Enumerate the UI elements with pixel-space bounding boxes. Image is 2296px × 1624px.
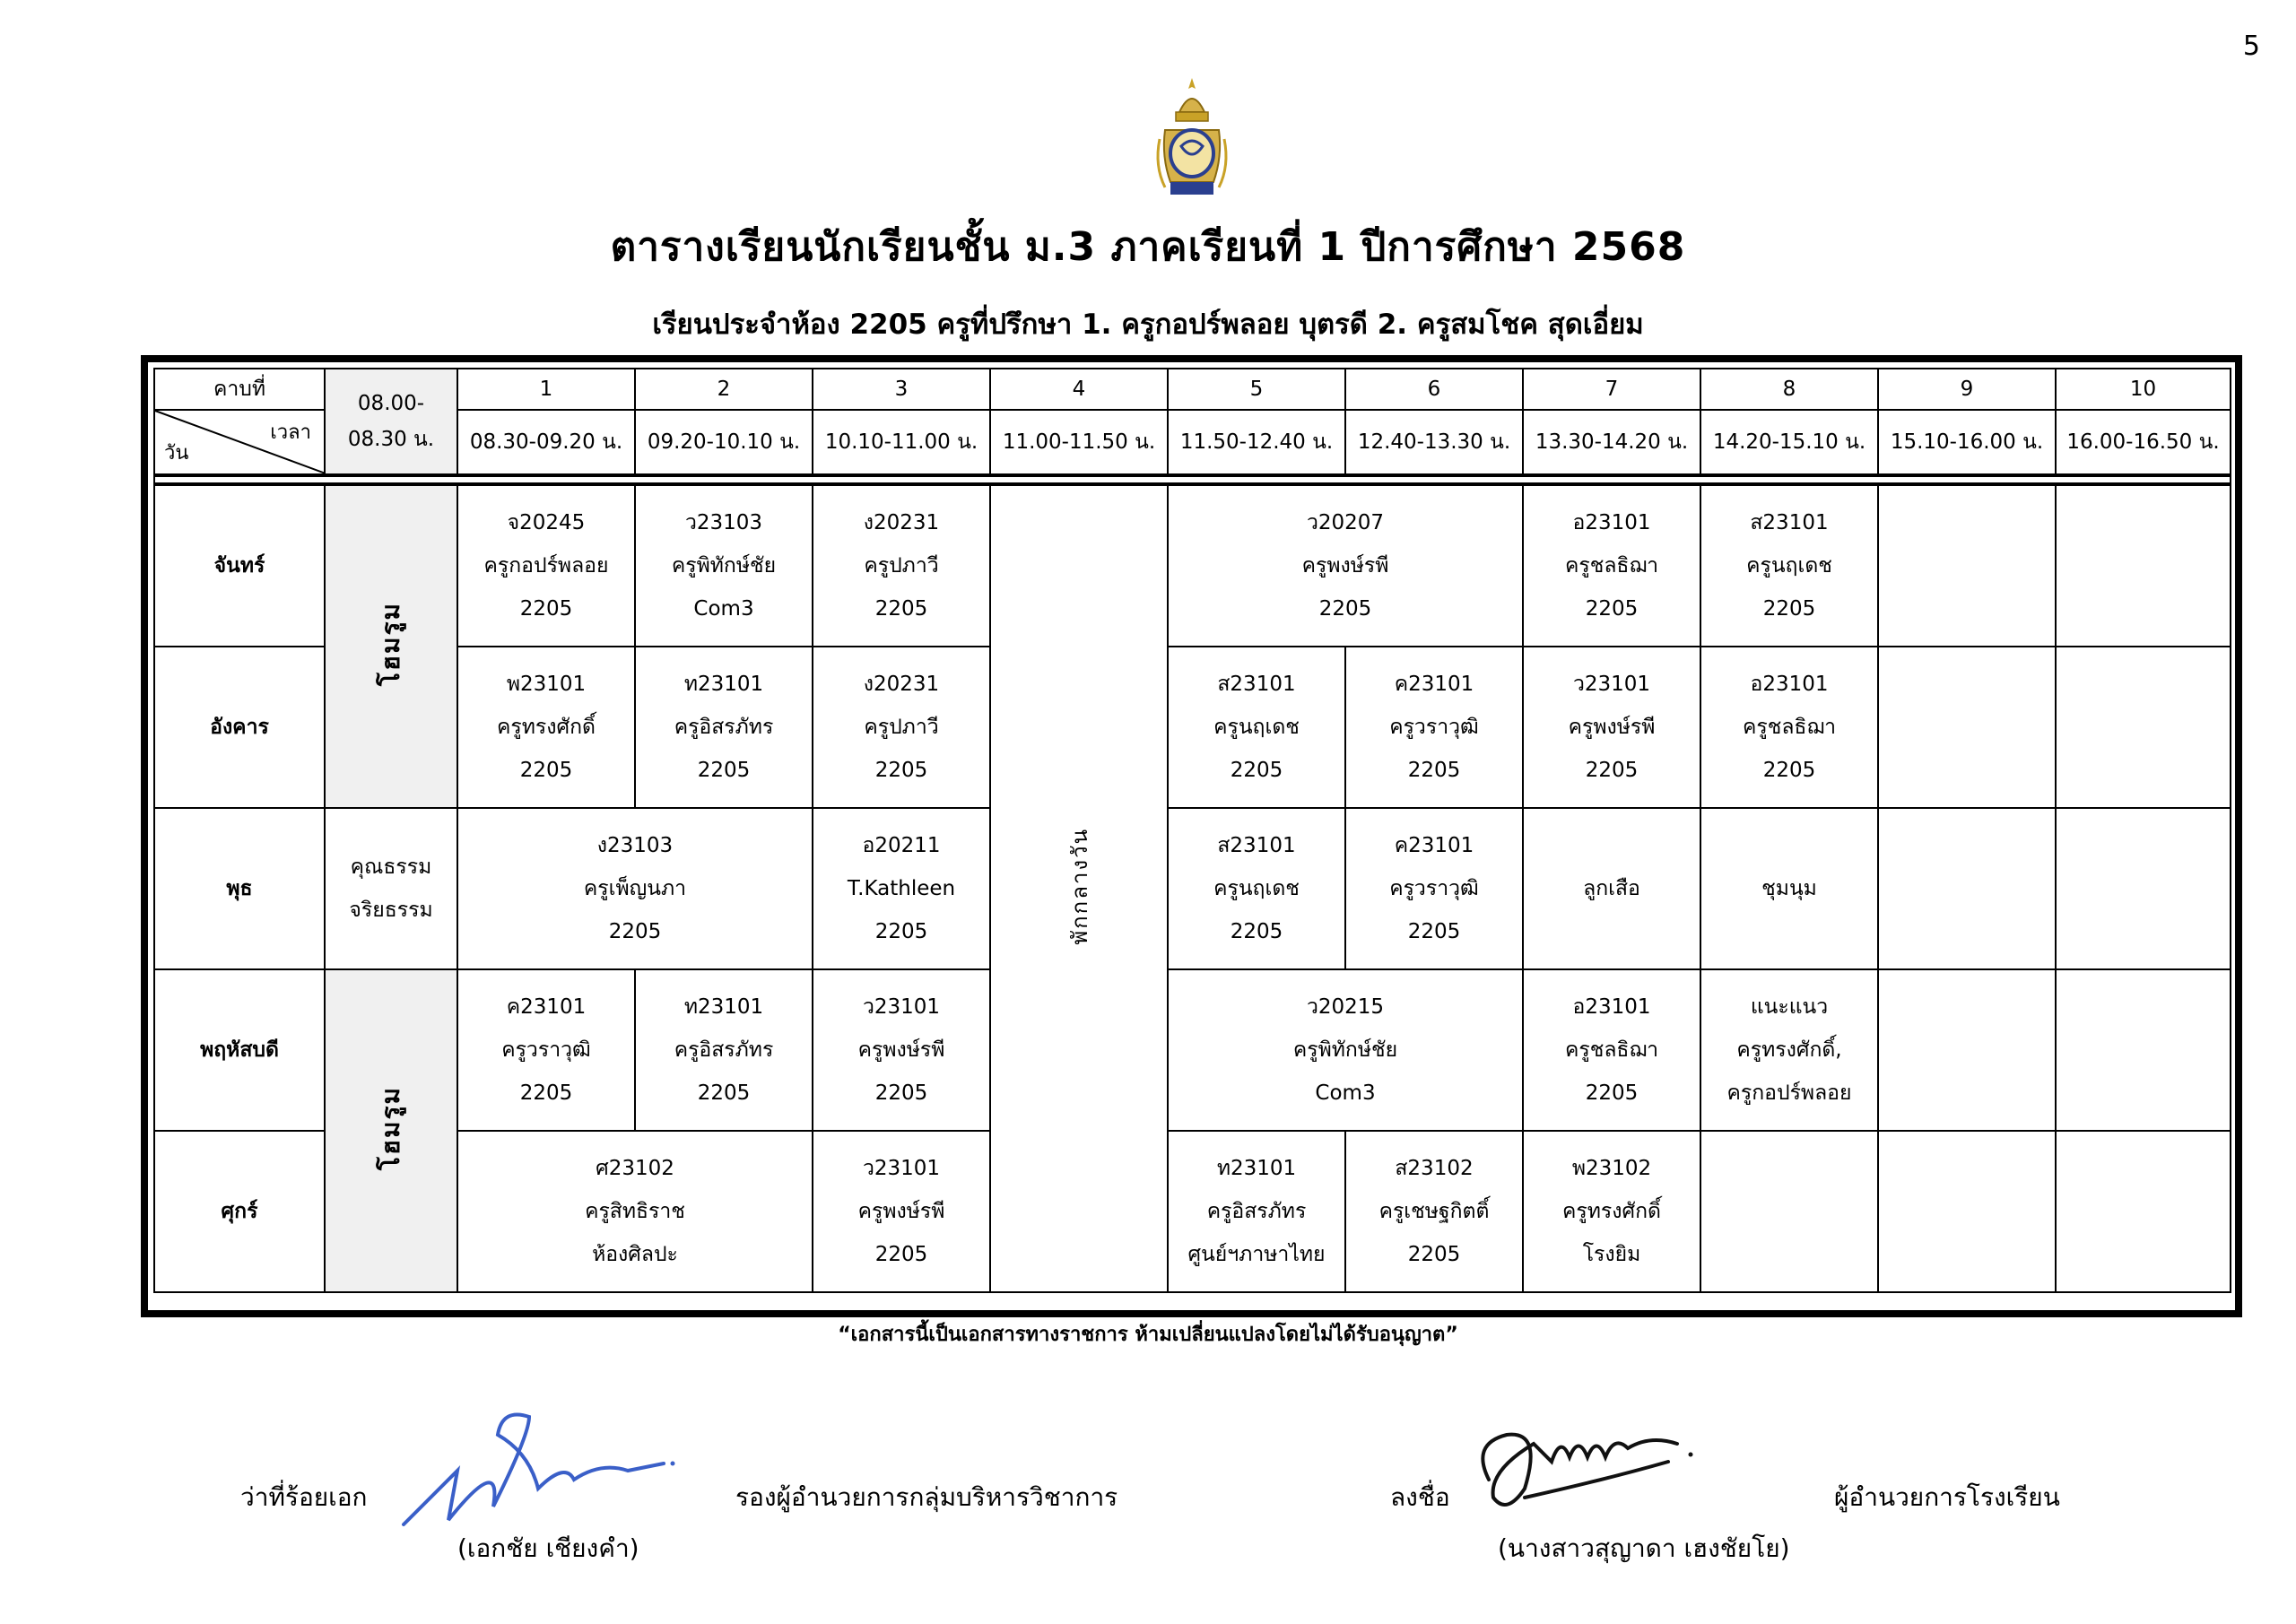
period-time: 11.00-11.50 น. [990,410,1168,475]
cell-text-line: อ23101 [1750,673,1829,696]
class-cell [1523,808,1700,969]
right-sign-label: ลงชื่อ [1390,1482,1450,1512]
period-number: 10 [2056,369,2231,410]
period-time: 16.00-16.50 น. [2056,410,2231,475]
cell-text-line: 2205 [608,920,662,943]
cell-text-line: 2205 [1585,1081,1639,1105]
class-cell [813,808,990,969]
cell-text-line: ค23101 [1394,673,1474,696]
cell-text-line: ครูนฤเดช [1746,554,1832,578]
class-cell [1523,969,1700,1131]
cell-text-line: 2205 [697,1081,751,1105]
cell-text-line: ท23101 [683,673,764,696]
class-cell [813,484,990,647]
cell-text-line: ลูกเสือ [1583,877,1640,900]
period-label: คาบที่ [154,369,325,410]
period-time: 13.30-14.20 น. [1523,410,1700,475]
class-cell [635,484,813,647]
right-handwritten-signature [1471,1408,1704,1524]
period-number: 7 [1523,369,1700,410]
class-cell [635,647,813,808]
period-number: 2 [635,369,813,410]
cell-text-line: พ23101 [506,673,587,696]
class-cell [1878,969,2056,1131]
period-time: 08.30-09.20 น. [457,410,635,475]
cell-text-line: ครูเพ็ญนภา [583,877,687,900]
cell-text-line: ท23101 [683,995,764,1019]
cell-text-line: ครูวราวุฒิ [1389,716,1479,739]
homeroom-time-header: 08.00- 08.30 น. [325,369,457,475]
cell-text-line: ครูสิทธิราช [585,1200,685,1223]
cell-text-line: ส23102 [1395,1157,1474,1180]
day-row-thursday [154,969,2231,1131]
class-cell [2056,808,2231,969]
cell-text-line: ศูนย์ฯภาษาไทย [1187,1243,1326,1266]
cell-text-line: ครูอิสรภัทร [674,716,774,739]
class-cell [1878,1131,2056,1292]
class-cell [1523,484,1700,647]
cell-text-line: 2205 [874,1081,928,1105]
class-cell [1700,969,1878,1131]
class-cell [1168,484,1523,647]
cell-text-line: ชุมนุม [1761,877,1817,900]
day-name: ศุกร์ [154,1131,325,1292]
page-title: ตารางเรียนนักเรียนชั้น ม.3 ภาคเรียนที่ 1 ปีการศึกษา 2568 [610,224,1686,270]
day-name: จันทร์ [154,484,325,647]
day-name: พุธ [154,808,325,969]
day-name: พฤหัสบดี [154,969,325,1131]
day-row-friday [154,1131,2231,1292]
cell-text-line: 2205 [519,1081,573,1105]
cell-text-line: 2205 [1318,597,1372,621]
cell-text-line: ครูวราวุฒิ [501,1038,591,1062]
cell-text-line: ครูทรงศักดิ์ [1562,1200,1661,1223]
cell-text-line: 2205 [1762,597,1816,621]
class-cell [1700,647,1878,808]
header-times-row [154,410,2231,475]
class-cell [1345,647,1523,808]
class-cell [1345,1131,1523,1292]
cell-text-line: ครูเชษฐกิตติ์ [1378,1200,1490,1223]
cell-text-line: ส23101 [1217,673,1296,696]
cell-text-line: โรงยิม [1582,1243,1641,1266]
cell-text-line: ส23101 [1217,834,1296,857]
cell-text-line: ครูพงษ์รพี [857,1038,945,1062]
separator-cell [154,475,2231,484]
cell-text-line: ง20231 [863,673,940,696]
cell-text-line: แนะแนว [1750,995,1829,1019]
class-cell [1168,647,1345,808]
cell-text-line: ครูอิสรภัทร [1206,1200,1307,1223]
cell-text-line: 2205 [1230,759,1283,782]
day-axis-label: วัน [164,442,189,465]
footer-note: “เอกสารนี้เป็นเอกสารทางราชการ ห้ามเปลี่ยนแปลงโดยไม่ได้รับอนุญาต” [838,1324,1458,1346]
class-cell [457,808,813,969]
class-cell [457,1131,813,1292]
cell-text-line: พ23102 [1571,1157,1652,1180]
class-cell [635,969,813,1131]
cell-text-line: ครูทรงศักดิ์, [1736,1038,1842,1062]
time-axis-label: เวลา [270,421,311,444]
cell-text-line: ว23101 [862,995,941,1019]
cell-text-line: ง23103 [596,834,674,857]
class-cell [813,647,990,808]
cell-text-line: 2205 [874,759,928,782]
class-cell [1878,647,2056,808]
cell-text-line: ว23101 [862,1157,941,1180]
day-name: อังคาร [154,647,325,808]
class-cell [457,647,635,808]
cell-text-line: 2205 [874,597,928,621]
class-cell [1523,1131,1700,1292]
homeroom-cell: โฮมรูม [325,969,457,1292]
day-row-monday [154,484,2231,647]
period-number: 1 [457,369,635,410]
cell-text-line: Com3 [1315,1081,1376,1105]
class-cell [1878,484,2056,647]
cell-text-line: ครูพิทักษ์ชัย [671,554,777,578]
cell-text-line: 2205 [1407,920,1461,943]
period-time: 11.50-12.40 น. [1168,410,1345,475]
class-cell [1168,969,1523,1131]
period-number: 5 [1168,369,1345,410]
cell-text-line: ง20231 [863,511,940,534]
left-handwritten-signature [395,1399,691,1533]
class-cell [1700,808,1878,969]
cell-text-line: ครูปภาวี [864,716,939,739]
cell-text-line: ครูชลธิฌา [1742,716,1837,739]
cell-text-line: ศ23102 [596,1157,674,1180]
period-time: 10.10-11.00 น. [813,410,990,475]
period-time: 09.20-10.10 น. [635,410,813,475]
cell-text-line: 2205 [519,759,573,782]
period-time: 14.20-15.10 น. [1700,410,1878,475]
right-signer-role: ผู้อำนวยการโรงเรียน [1834,1482,2060,1512]
cell-text-line: ท23101 [1216,1157,1297,1180]
left-signer-name: (เอกชัย เชียงคำ) [457,1533,639,1563]
cell-text-line: 2205 [1585,759,1639,782]
cell-text-line: ครูพงษ์รพี [857,1200,945,1223]
left-signer-rank: ว่าที่ร้อยเอก [240,1482,368,1512]
cell-text-line: Com3 [693,597,754,621]
cell-text-line: อ23101 [1572,511,1651,534]
class-cell [1878,808,2056,969]
cell-text-line: ครูนฤเดช [1213,716,1300,739]
class-cell [2056,1131,2231,1292]
class-cell [1345,808,1523,969]
cell-text-line: T.Kathleen [847,877,956,900]
cell-text-line: 2205 [874,920,928,943]
class-cell [1700,1131,1878,1292]
cell-text-line: ค23101 [506,995,587,1019]
cell-text-line: 2205 [1585,597,1639,621]
day-row-tuesday [154,647,2231,808]
period-number: 8 [1700,369,1878,410]
class-cell [457,484,635,647]
separator-row [154,475,2231,484]
cell-text-line: 2205 [1762,759,1816,782]
cell-text-line: ครูพงษ์รพี [1301,554,1389,578]
cell-text-line: 2205 [1407,759,1461,782]
page-number: 5 [2242,30,2260,62]
cell-text-line: 2205 [1407,1243,1461,1266]
class-cell [1168,808,1345,969]
left-signer-role: รองผู้อำนวยการกลุ่มบริหารวิชาการ [735,1482,1118,1512]
page-subtitle: เรียนประจำห้อง 2205 ครูที่ปรึกษา 1. ครูกอปร์พลอย บุตรดี 2. ครูสมโชค สุดเอี่ยม [652,308,1644,341]
ethics-cell: คุณธรรม จริยธรรม [325,808,457,969]
timetable [153,368,2231,1293]
cell-text-line: ครูกอปร์พลอย [483,554,609,578]
right-signer-name: (นางสาวสุญาดา เฮงชัยโย) [1498,1533,1790,1563]
class-cell [813,969,990,1131]
class-cell [457,969,635,1131]
cell-text-line: ว23103 [684,511,763,534]
cell-text-line: 2205 [697,759,751,782]
period-number: 4 [990,369,1168,410]
cell-text-line: ส23101 [1750,511,1829,534]
class-cell [2056,484,2231,647]
period-number: 3 [813,369,990,410]
cell-text-line: ครูกอปร์พลอย [1726,1081,1852,1105]
class-cell [1168,1131,1345,1292]
school-emblem-logo [1152,76,1231,202]
class-cell [1700,484,1878,647]
cell-text-line: ค23101 [1394,834,1474,857]
cell-text-line: ครูชลธิฌา [1564,554,1659,578]
cell-text-line: ครูพิทักษ์ชัย [1292,1038,1398,1062]
period-time: 12.40-13.30 น. [1345,410,1523,475]
cell-text-line: ว23101 [1572,673,1651,696]
cell-text-line: ห้องศิลปะ [592,1243,678,1266]
cell-text-line: ว20207 [1306,511,1385,534]
header-periods-row [154,369,2231,410]
diagonal-header-cell [154,410,325,475]
cell-text-line: 2205 [874,1243,928,1266]
class-cell [2056,969,2231,1131]
lunch-break-cell: พักกลางวัน [990,484,1168,1292]
class-cell [2056,647,2231,808]
cell-text-line: ครูวราวุฒิ [1389,877,1479,900]
cell-text-line: ครูนฤเดช [1213,877,1300,900]
cell-text-line: 2205 [519,597,573,621]
period-number: 6 [1345,369,1523,410]
cell-text-line: อ23101 [1572,995,1651,1019]
cell-text-line: ว20215 [1306,995,1385,1019]
period-number: 9 [1878,369,2056,410]
cell-text-line: 2205 [1230,920,1283,943]
cell-text-line: ครูพงษ์รพี [1568,716,1656,739]
homeroom-cell: โฮมรูม [325,484,457,808]
day-row-wednesday [154,808,2231,969]
cell-text-line: ครูชลธิฌา [1564,1038,1659,1062]
cell-text-line: อ20211 [862,834,941,857]
class-cell [1523,647,1700,808]
timetable-frame [141,355,2242,1317]
period-time: 15.10-16.00 น. [1878,410,2056,475]
cell-text-line: จ20245 [507,511,586,534]
cell-text-line: ครูปภาวี [864,554,939,578]
cell-text-line: ครูอิสรภัทร [674,1038,774,1062]
class-cell [813,1131,990,1292]
cell-text-line: ครูทรงศักดิ์ [497,716,596,739]
